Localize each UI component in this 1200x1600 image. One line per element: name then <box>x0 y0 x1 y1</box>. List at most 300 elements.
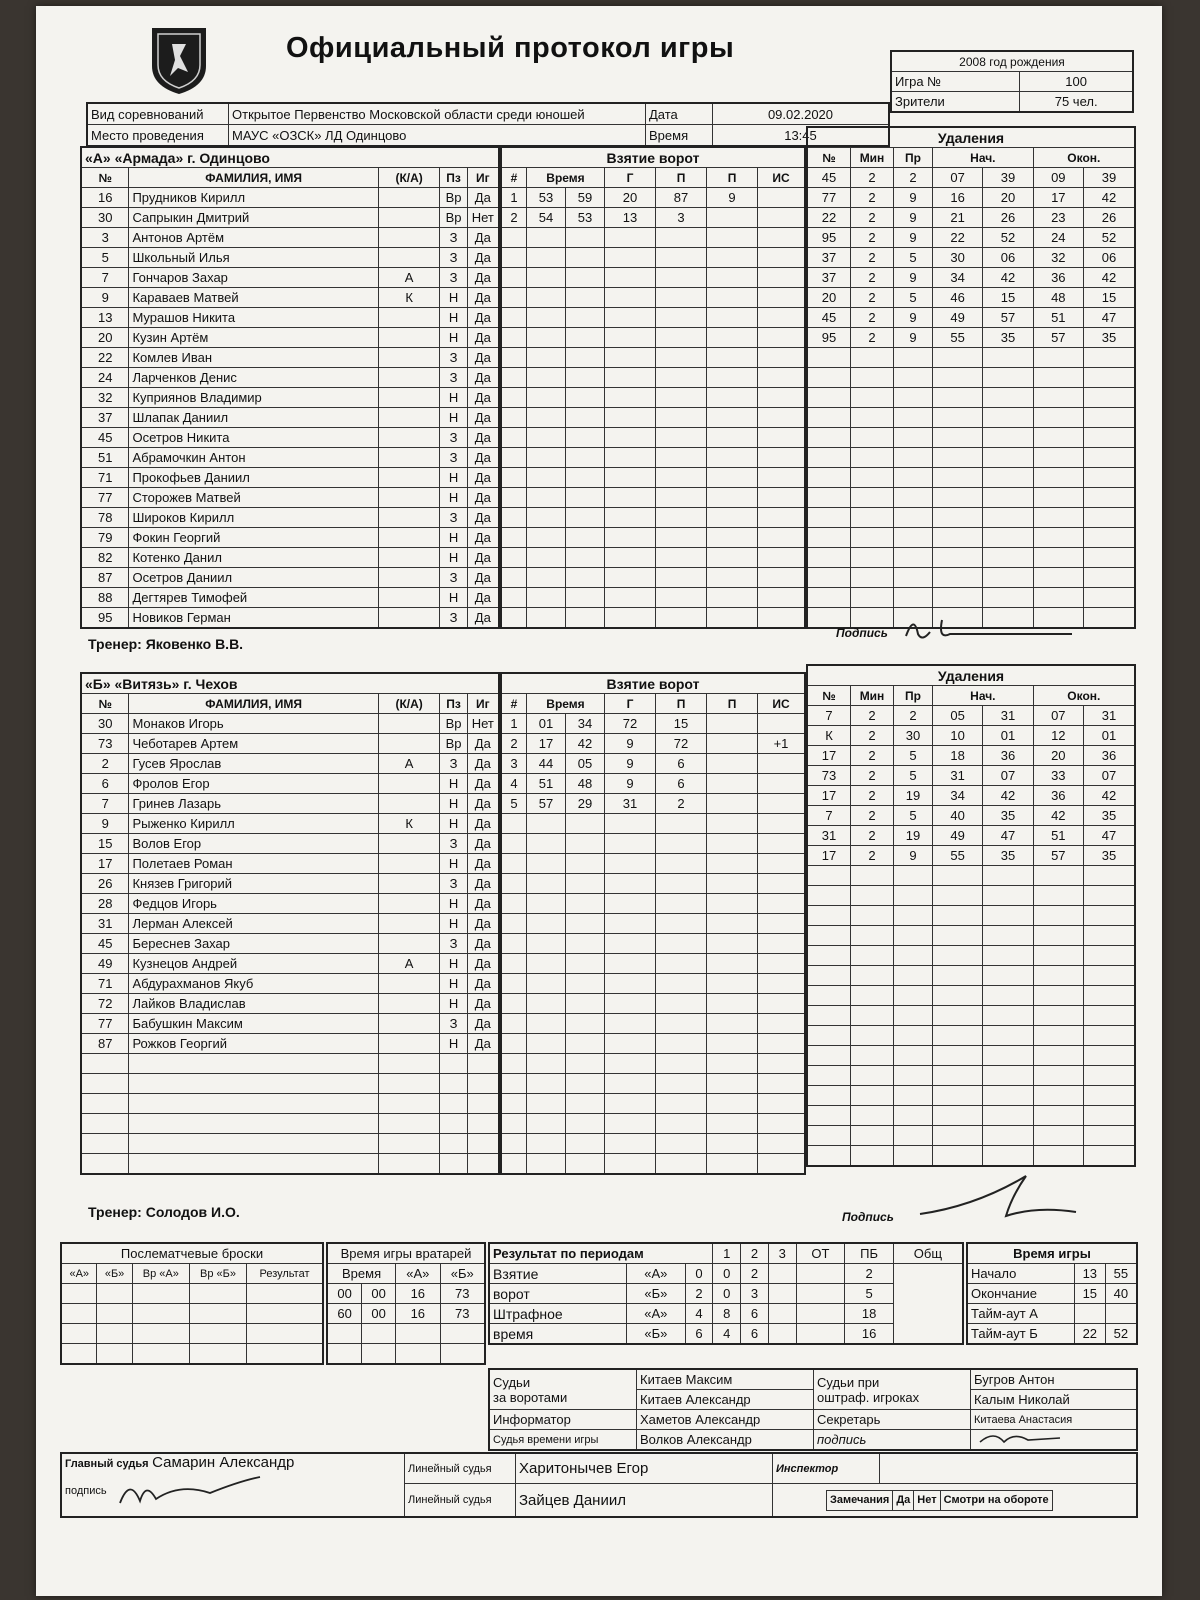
penalty-row <box>807 548 1135 568</box>
empty-cell <box>758 308 806 328</box>
empty-cell <box>527 488 566 508</box>
player-name: Береснев Захар <box>129 934 378 954</box>
empty-cell <box>707 914 758 934</box>
empty-cell <box>983 1046 1033 1066</box>
goal-number: 2 <box>501 734 527 754</box>
goal-row <box>501 1114 805 1134</box>
player-position: З <box>440 754 467 774</box>
player-row <box>81 1014 499 1034</box>
shootout-title: Послематчевые броски <box>61 1243 323 1264</box>
empty-cell <box>707 1074 758 1094</box>
empty-cell <box>605 1054 656 1074</box>
player-number: 45 <box>81 428 129 448</box>
player-name: Гринев Лазарь <box>129 794 378 814</box>
empty-cell <box>527 348 566 368</box>
empty-cell <box>983 946 1033 966</box>
penalty-start-sec: 07 <box>983 766 1033 786</box>
empty-cell <box>1083 1126 1135 1146</box>
empty-cell <box>758 428 806 448</box>
empty-cell <box>758 814 806 834</box>
empty-cell <box>501 288 527 308</box>
empty-cell <box>707 488 758 508</box>
empty-cell <box>1083 926 1135 946</box>
empty-cell <box>983 468 1033 488</box>
empty-cell <box>81 1114 129 1134</box>
player-position: Вр <box>440 714 467 734</box>
empty-cell <box>983 568 1033 588</box>
empty-cell <box>81 1094 129 1114</box>
goal-row <box>501 1094 805 1114</box>
empty-cell <box>605 388 656 408</box>
empty-cell <box>1083 986 1135 1006</box>
player-name: Осетров Даниил <box>129 568 378 588</box>
penalty-row <box>807 208 1135 228</box>
empty-cell <box>807 468 851 488</box>
empty-cell <box>758 914 806 934</box>
empty-cell <box>933 1126 983 1146</box>
player-role <box>378 974 440 994</box>
player-name: Волов Егор <box>129 834 378 854</box>
goal-row <box>501 874 805 894</box>
empty-cell <box>807 388 851 408</box>
goal-assist-2 <box>707 774 758 794</box>
player-number: 30 <box>81 714 129 734</box>
goal-situation <box>758 188 806 208</box>
player-row <box>81 348 499 368</box>
empty-cell <box>758 1094 806 1114</box>
penalty-start-sec: 26 <box>983 208 1033 228</box>
penalty-row <box>807 288 1135 308</box>
empty-cell <box>1033 1026 1083 1046</box>
empty-cell <box>807 568 851 588</box>
empty-cell <box>501 528 527 548</box>
empty-cell <box>501 874 527 894</box>
empty-cell <box>758 1154 806 1175</box>
player-name: Котенко Данил <box>129 548 378 568</box>
empty-cell <box>1033 388 1083 408</box>
goal-row <box>501 994 805 1014</box>
empty-cell <box>501 348 527 368</box>
player-position: Н <box>440 548 467 568</box>
period-value: 3 <box>741 1284 769 1304</box>
penalty-reason: 5 <box>894 288 933 308</box>
empty-cell <box>527 608 566 629</box>
penalty-minutes: 2 <box>851 766 894 786</box>
empty-cell <box>1083 608 1135 629</box>
empty-cell <box>707 814 758 834</box>
empty-cell <box>501 408 527 428</box>
goal-row <box>501 348 805 368</box>
empty-cell <box>851 348 894 368</box>
penalty-start-min: 05 <box>933 706 983 726</box>
penalty-player: 20 <box>807 288 851 308</box>
player-role <box>378 388 440 408</box>
empty-cell <box>1083 348 1135 368</box>
penalty-row <box>807 706 1135 726</box>
empty-cell <box>1033 906 1083 926</box>
empty-cell <box>1083 1066 1135 1086</box>
empty-cell <box>501 568 527 588</box>
player-row <box>81 368 499 388</box>
start-label: Начало <box>967 1264 1074 1284</box>
empty-cell <box>851 986 894 1006</box>
player-name: Фролов Егор <box>129 774 378 794</box>
penalty-minutes: 2 <box>851 168 894 188</box>
penalty-end-min: 23 <box>1033 208 1083 228</box>
timeout-a-h <box>1074 1304 1105 1324</box>
goal-row <box>501 448 805 468</box>
empty-cell <box>467 1154 499 1175</box>
empty-cell <box>707 248 758 268</box>
period-value <box>796 1284 845 1304</box>
player-role: А <box>378 268 440 288</box>
player-name: Дегтярев Тимофей <box>129 588 378 608</box>
penalty-minutes: 2 <box>851 706 894 726</box>
goal-assist-1: 3 <box>656 208 707 228</box>
pen-col-pr: Пр <box>894 148 933 168</box>
empty-cell <box>707 1094 758 1114</box>
penalty-end-min: 57 <box>1033 846 1083 866</box>
penalty-row <box>807 766 1135 786</box>
empty-cell <box>501 328 527 348</box>
player-played: Да <box>467 308 499 328</box>
empty-cell <box>807 966 851 986</box>
empty-cell <box>1083 866 1135 886</box>
player-played: Да <box>467 448 499 468</box>
empty-cell <box>707 1014 758 1034</box>
goal-row <box>501 328 805 348</box>
empty-cell <box>501 508 527 528</box>
empty-cell <box>851 966 894 986</box>
penalty-end-min: 36 <box>1033 268 1083 288</box>
penalty-reason: 9 <box>894 308 933 328</box>
player-number: 87 <box>81 568 129 588</box>
empty-cell <box>501 894 527 914</box>
player-played: Да <box>467 488 499 508</box>
empty-cell <box>758 408 806 428</box>
empty-cell <box>527 388 566 408</box>
goal-col-g: Г <box>605 694 656 714</box>
player-role <box>378 448 440 468</box>
player-row <box>81 328 499 348</box>
player-position: З <box>440 608 467 629</box>
penalty-reason: 9 <box>894 208 933 228</box>
period-row <box>489 1324 963 1345</box>
empty-cell <box>566 488 605 508</box>
player-role <box>378 714 440 734</box>
goal-judges-label-1: Судьи <box>493 1374 531 1390</box>
player-role <box>378 834 440 854</box>
empty-cell <box>527 814 566 834</box>
empty-cell <box>1083 1046 1135 1066</box>
player-number: 72 <box>81 994 129 1014</box>
goal-row <box>501 428 805 448</box>
empty-cell <box>894 1066 933 1086</box>
pen-col-start: Нач. <box>933 686 1034 706</box>
empty-cell <box>440 1074 467 1094</box>
empty-cell <box>605 348 656 368</box>
team-a-sign-label: Подпись <box>836 626 888 640</box>
empty-cell <box>566 448 605 468</box>
empty-cell <box>605 974 656 994</box>
col-pos: Пз <box>440 168 467 188</box>
gk-a: 16 <box>396 1304 440 1324</box>
empty-cell <box>656 954 707 974</box>
empty-cell <box>758 834 806 854</box>
inspector-label: Инспектор <box>773 1453 880 1484</box>
player-played: Да <box>467 368 499 388</box>
period-value <box>768 1284 796 1304</box>
team-b-coach: Тренер: Солодов И.О. <box>88 1204 240 1220</box>
timeout-b-m: 52 <box>1105 1324 1137 1345</box>
gk-ss: 00 <box>362 1304 396 1324</box>
col-play: Иг <box>467 694 499 714</box>
empty-cell <box>501 228 527 248</box>
penalty-end-sec: 26 <box>1083 208 1135 228</box>
empty-cell <box>983 508 1033 528</box>
empty-cell <box>807 368 851 388</box>
player-number: 9 <box>81 814 129 834</box>
empty-cell <box>1083 508 1135 528</box>
empty-cell <box>1083 946 1135 966</box>
player-played: Да <box>467 1034 499 1054</box>
player-position: Н <box>440 1034 467 1054</box>
player-position: Н <box>440 468 467 488</box>
penalty-start-sec: 42 <box>983 268 1033 288</box>
penalty-minutes: 2 <box>851 288 894 308</box>
penalty-reason: 9 <box>894 228 933 248</box>
empty-cell <box>566 894 605 914</box>
player-role <box>378 914 440 934</box>
period-row-team: «Б» <box>627 1324 686 1345</box>
empty-cell <box>807 508 851 528</box>
period-value: 2 <box>741 1264 769 1284</box>
period-row-label: Взятие <box>489 1264 627 1284</box>
player-number: 24 <box>81 368 129 388</box>
empty-cell <box>440 1114 467 1134</box>
empty-cell <box>605 994 656 1014</box>
empty-cell <box>1083 1086 1135 1106</box>
player-number: 26 <box>81 874 129 894</box>
pen-judge-1: Бугров Антон <box>971 1369 1138 1390</box>
empty-cell <box>894 408 933 428</box>
pen-col-end: Окон. <box>1033 148 1135 168</box>
penalty-player: 17 <box>807 846 851 866</box>
team-a-goals <box>500 146 806 629</box>
gk-b: 73 <box>440 1284 485 1304</box>
empty-cell <box>983 488 1033 508</box>
player-row <box>81 248 499 268</box>
player-row <box>81 1114 499 1134</box>
remarks-yes: Да <box>893 1490 914 1510</box>
penalty-end-min: 57 <box>1033 328 1083 348</box>
penalty-start-min: 34 <box>933 268 983 288</box>
empty-cell <box>1033 1066 1083 1086</box>
empty-cell <box>894 468 933 488</box>
penalty-reason: 9 <box>894 846 933 866</box>
empty-cell <box>501 1114 527 1134</box>
player-position: З <box>440 834 467 854</box>
empty-cell <box>851 866 894 886</box>
empty-cell <box>851 1046 894 1066</box>
empty-cell <box>807 1146 851 1167</box>
inspector-value <box>880 1453 1138 1484</box>
timeout-a-label: Тайм-аут А <box>967 1304 1074 1324</box>
penalty-row <box>807 188 1135 208</box>
period-col: 2 <box>741 1243 769 1264</box>
player-played: Да <box>467 508 499 528</box>
empty-cell <box>566 994 605 1014</box>
empty-cell <box>1083 588 1135 608</box>
empty-cell <box>758 268 806 288</box>
empty-cell <box>566 1054 605 1074</box>
penalty-player: 77 <box>807 188 851 208</box>
player-row <box>81 874 499 894</box>
goal-row <box>501 974 805 994</box>
penalty-row <box>807 966 1135 986</box>
period-value: 2 <box>845 1264 893 1284</box>
penalty-row <box>807 1046 1135 1066</box>
penalty-row <box>807 826 1135 846</box>
main-referee-label: Главный судья <box>65 1458 149 1470</box>
empty-cell <box>1033 468 1083 488</box>
player-position: З <box>440 268 467 288</box>
goal-row <box>501 228 805 248</box>
player-role <box>378 1014 440 1034</box>
penalty-minutes: 2 <box>851 826 894 846</box>
empty-cell <box>1033 1046 1083 1066</box>
goal-second: 48 <box>566 774 605 794</box>
penalty-start-min: 40 <box>933 806 983 826</box>
empty-cell <box>933 1066 983 1086</box>
penalty-reason: 5 <box>894 746 933 766</box>
empty-cell <box>707 1114 758 1134</box>
penalty-end-sec: 01 <box>1083 726 1135 746</box>
empty-cell <box>1033 528 1083 548</box>
player-played: Да <box>467 288 499 308</box>
goal-scorer: 72 <box>605 714 656 734</box>
player-name: Сапрыкин Дмитрий <box>129 208 378 228</box>
empty-cell <box>501 934 527 954</box>
empty-cell <box>566 568 605 588</box>
player-row <box>81 568 499 588</box>
empty-cell <box>807 488 851 508</box>
empty-cell <box>501 548 527 568</box>
empty-cell <box>378 1114 440 1134</box>
empty-cell <box>656 488 707 508</box>
empty-cell <box>894 428 933 448</box>
period-col: 1 <box>713 1243 741 1264</box>
penalty-player: 37 <box>807 248 851 268</box>
period-value: 0 <box>685 1264 713 1284</box>
empty-cell <box>527 1114 566 1134</box>
goal-row <box>501 754 805 774</box>
empty-cell <box>983 1026 1033 1046</box>
empty-cell <box>1083 428 1135 448</box>
empty-cell <box>605 248 656 268</box>
player-role <box>378 408 440 428</box>
player-played: Да <box>467 1014 499 1034</box>
empty-cell <box>758 388 806 408</box>
penalty-minutes: 2 <box>851 328 894 348</box>
col-name: ФАМИЛИЯ, ИМЯ <box>129 168 378 188</box>
shootout-col: Результат <box>247 1264 323 1284</box>
time-label: Время <box>646 125 713 147</box>
penalty-row <box>807 388 1135 408</box>
goal-col-p1: П <box>656 694 707 714</box>
empty-cell <box>933 508 983 528</box>
player-name: Комлев Иван <box>129 348 378 368</box>
col-name: ФАМИЛИЯ, ИМЯ <box>129 694 378 714</box>
penalty-row <box>807 1126 1135 1146</box>
goal-assist-2: 9 <box>707 188 758 208</box>
penalty-reason: 2 <box>894 706 933 726</box>
empty-cell <box>894 946 933 966</box>
empty-cell <box>566 1094 605 1114</box>
player-role <box>378 228 440 248</box>
player-role <box>378 508 440 528</box>
player-name: Гончаров Захар <box>129 268 378 288</box>
gk-row <box>327 1304 485 1324</box>
empty-cell <box>1033 886 1083 906</box>
period-row-label: время <box>489 1324 627 1345</box>
player-name: Лерман Алексей <box>129 914 378 934</box>
goal-judge-2: Китаев Александр <box>637 1390 814 1410</box>
penalty-start-min: 10 <box>933 726 983 746</box>
goal-row <box>501 208 805 228</box>
penalty-row <box>807 746 1135 766</box>
empty-cell <box>933 468 983 488</box>
empty-cell <box>1033 348 1083 368</box>
empty-cell <box>807 866 851 886</box>
player-role <box>378 934 440 954</box>
player-row <box>81 734 499 754</box>
player-number: 37 <box>81 408 129 428</box>
team-b-signature-icon <box>916 1166 1086 1226</box>
empty-cell <box>1083 966 1135 986</box>
empty-cell <box>566 814 605 834</box>
empty-cell <box>656 1154 707 1175</box>
period-value: 4 <box>685 1304 713 1324</box>
empty-cell <box>758 288 806 308</box>
empty-cell <box>566 428 605 448</box>
empty-cell <box>1083 1106 1135 1126</box>
penalty-end-min: 17 <box>1033 188 1083 208</box>
empty-cell <box>566 368 605 388</box>
empty-cell <box>566 974 605 994</box>
goal-assist-2 <box>707 714 758 734</box>
spectators-value: 75 чел. <box>1020 92 1133 113</box>
empty-cell <box>656 1014 707 1034</box>
competition-label: Вид соревнований <box>87 103 229 125</box>
empty-cell <box>527 1154 566 1175</box>
informer-value: Хаметов Александр <box>637 1410 814 1430</box>
shootout-col: Вр «Б» <box>189 1264 246 1284</box>
player-number: 82 <box>81 548 129 568</box>
player-position: Н <box>440 854 467 874</box>
spectators-label: Зрители <box>891 92 1020 113</box>
penalty-start-min: 16 <box>933 188 983 208</box>
empty-cell <box>605 954 656 974</box>
protocol-sheet <box>36 6 1162 1596</box>
goal-row <box>501 794 805 814</box>
empty-cell <box>566 348 605 368</box>
team-b-roster <box>80 672 500 1175</box>
empty-cell <box>605 914 656 934</box>
empty-cell <box>605 834 656 854</box>
penalty-start-sec: 06 <box>983 248 1033 268</box>
player-position: Н <box>440 974 467 994</box>
